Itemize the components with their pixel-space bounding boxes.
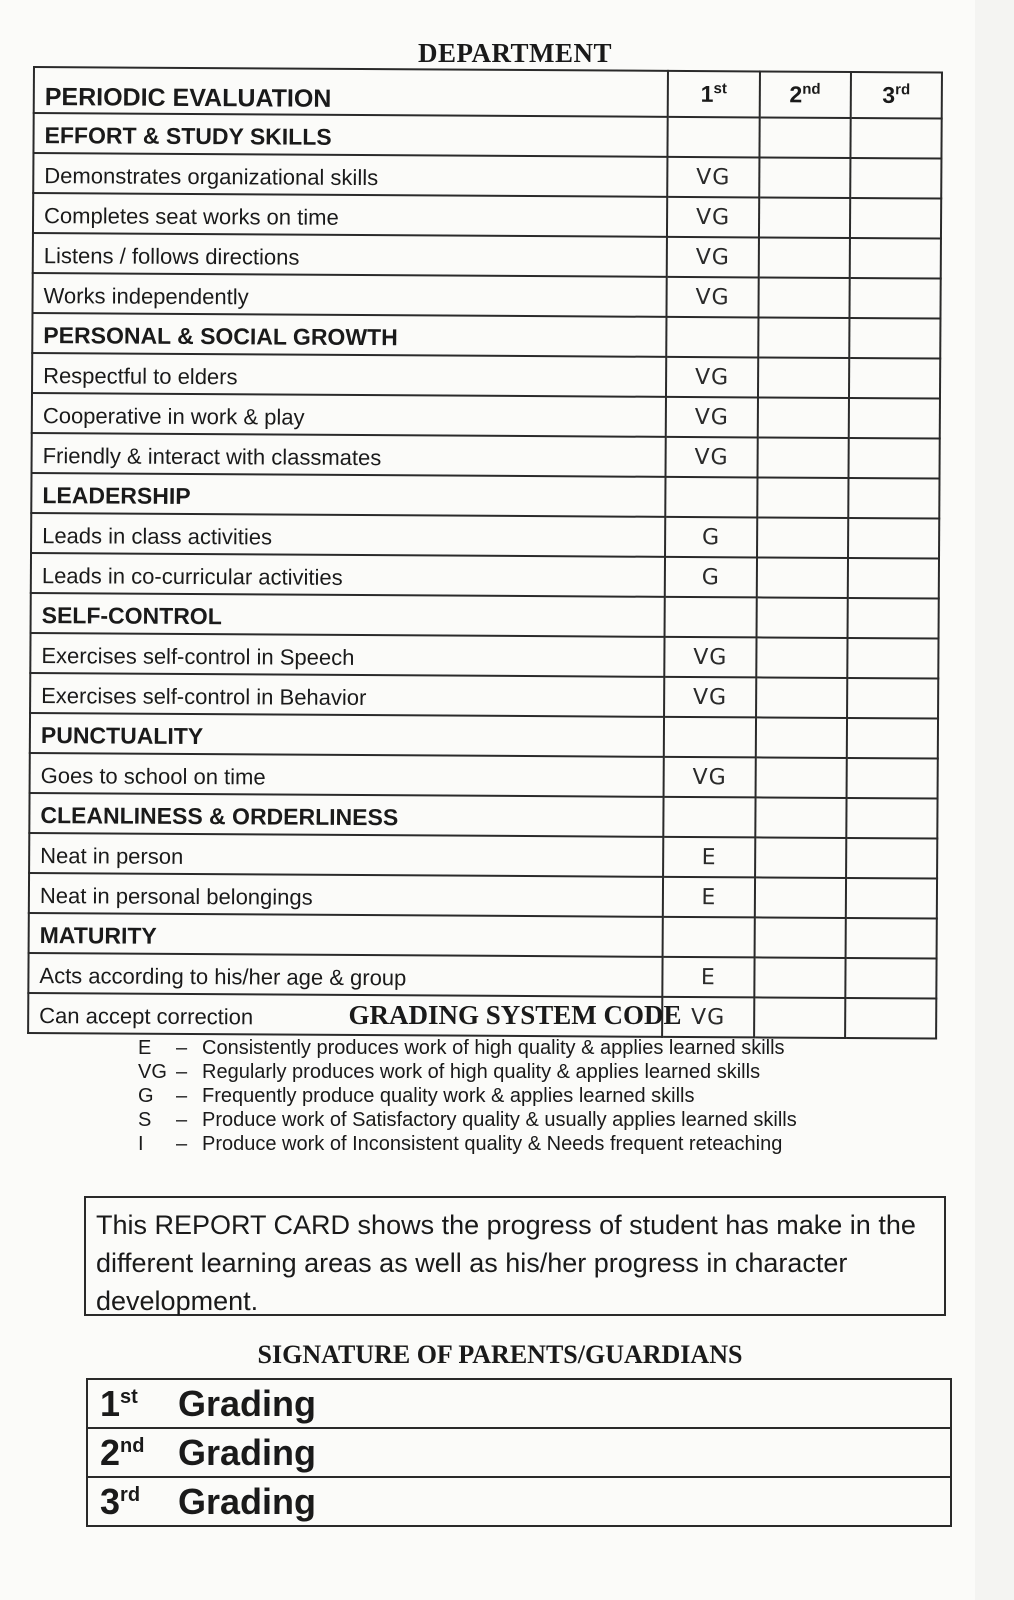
criterion-label: Completes seat works on time xyxy=(33,193,668,237)
criterion-label: Acts according to his/her age & group xyxy=(28,953,663,997)
signature-title: SIGNATURE OF PARENTS/GUARDIANS xyxy=(257,1340,743,1369)
table-row xyxy=(29,873,937,919)
grading-label: Grading xyxy=(178,1382,317,1424)
grading-label: Grading xyxy=(178,1431,317,1473)
table-row xyxy=(31,553,939,599)
grade-cell-period-1 xyxy=(664,797,755,838)
criterion-label: Leads in class activities xyxy=(31,513,666,557)
grade-cell-period-3 xyxy=(846,838,937,879)
grade-cell-period-3 xyxy=(847,678,938,719)
grading-desc: Frequently produce quality work & applies learned skills xyxy=(202,1085,695,1107)
signature-row xyxy=(87,1379,951,1428)
grading-code-row xyxy=(138,1036,858,1060)
grade-cell-period-3 xyxy=(849,238,940,279)
grading-dash: – xyxy=(176,1037,188,1059)
category-row xyxy=(29,913,937,959)
periodic-evaluation-table xyxy=(27,66,943,1040)
criterion-label: Works independently xyxy=(32,273,667,317)
grading-code-row xyxy=(138,1060,858,1084)
table-row xyxy=(32,393,940,439)
grade-cell-period-1 xyxy=(664,717,755,758)
grade-cell-period-1: VG xyxy=(665,637,756,678)
criterion-label: Can accept correction xyxy=(28,993,663,1037)
grading-code-row xyxy=(138,1084,858,1108)
grade-cell-period-1: VG xyxy=(664,677,755,718)
grade-cell-period-3 xyxy=(847,598,938,639)
signature-cell-grading-1[interactable] xyxy=(87,1379,951,1428)
table-row xyxy=(30,753,938,799)
criterion-label: Leads in co-curricular activities xyxy=(31,553,666,597)
grading-number: 1 xyxy=(100,1382,121,1424)
grading-period-number xyxy=(100,1383,178,1425)
grade-cell-period-2 xyxy=(757,517,848,558)
periodic-evaluation-header: PERIODIC EVALUATION xyxy=(34,67,669,117)
column-suffix: st xyxy=(713,80,727,98)
report-card-note: This REPORT CARD shows the progress of student has make in the different learning areas as well as his/her progress in character development. xyxy=(84,1196,946,1316)
grade-cell-period-3 xyxy=(847,638,938,679)
grade-cell-period-2 xyxy=(754,877,845,918)
grade-cell-period-1: VG xyxy=(666,437,757,478)
grade-cell-period-2 xyxy=(756,677,847,718)
table-row xyxy=(32,433,940,479)
grading-dash: – xyxy=(176,1109,188,1131)
grading-dash: – xyxy=(176,1133,188,1155)
grade-cell-period-1 xyxy=(665,597,756,638)
grading-dash: – xyxy=(176,1061,188,1083)
grade-cell-period-1: G xyxy=(665,557,756,598)
grading-period-number xyxy=(100,1481,178,1523)
table-row xyxy=(33,193,941,239)
column-suffix: rd xyxy=(895,81,911,99)
signature-table xyxy=(86,1378,952,1527)
grade-cell-period-3 xyxy=(848,398,939,439)
table-row xyxy=(32,273,940,319)
table-row xyxy=(30,673,938,719)
grade-cell-period-1 xyxy=(668,117,759,158)
grading-code-row xyxy=(138,1132,858,1156)
grade-cell-period-1: VG xyxy=(666,397,757,438)
column-header-1st xyxy=(668,71,759,118)
category-row xyxy=(33,113,941,159)
grade-cell-period-2 xyxy=(759,117,850,158)
criterion-label: Neat in person xyxy=(29,833,664,877)
column-number: 3 xyxy=(882,82,896,109)
grading-desc: Produce work of Satisfactory quality & usually applies learned skills xyxy=(202,1109,797,1131)
grade-cell-period-1: VG xyxy=(667,197,758,238)
column-header-2nd xyxy=(759,71,850,118)
grade-cell-period-2 xyxy=(758,357,849,398)
category-label: EFFORT & STUDY SKILLS xyxy=(33,113,668,157)
grade-cell-period-1 xyxy=(663,917,754,958)
grade-cell-period-3 xyxy=(850,198,941,239)
table-row xyxy=(29,833,937,879)
grade-cell-period-1: E xyxy=(663,837,754,878)
signature-row xyxy=(87,1428,951,1477)
grade-cell-period-2 xyxy=(757,397,848,438)
grade-cell-period-2 xyxy=(756,637,847,678)
table-header-row xyxy=(34,67,942,119)
grading-number: 3 xyxy=(100,1480,121,1522)
grading-code: VG xyxy=(138,1061,167,1083)
grading-suffix: st xyxy=(120,1385,138,1408)
table-row xyxy=(33,153,941,199)
grading-period-number xyxy=(100,1432,178,1474)
category-row xyxy=(32,313,940,359)
grading-desc: Regularly produces work of high quality & applies learned skills xyxy=(202,1061,761,1083)
grade-cell-period-2 xyxy=(755,717,846,758)
grade-cell-period-2 xyxy=(758,317,849,358)
table-row xyxy=(28,953,936,999)
grade-cell-period-3 xyxy=(848,558,939,599)
grading-dash: – xyxy=(176,1085,188,1107)
grade-cell-period-3 xyxy=(849,358,940,399)
grading-code: S xyxy=(138,1109,152,1131)
grading-code: E xyxy=(138,1037,152,1059)
grade-cell-period-1 xyxy=(667,317,758,358)
grade-cell-period-1: E xyxy=(663,957,754,998)
grade-cell-period-3 xyxy=(849,278,940,319)
grading-code: I xyxy=(138,1133,144,1155)
grade-cell-period-2 xyxy=(757,477,848,518)
grade-cell-period-1: VG xyxy=(662,997,753,1038)
grade-cell-period-2 xyxy=(759,157,850,198)
grading-label: Grading xyxy=(178,1480,317,1522)
grading-code: G xyxy=(138,1085,154,1107)
criterion-label: Exercises self-control in Behavior xyxy=(30,673,665,717)
criterion-label: Goes to school on time xyxy=(30,753,665,797)
grade-cell-period-1: VG xyxy=(664,757,755,798)
category-label: MATURITY xyxy=(29,913,664,957)
category-label: LEADERSHIP xyxy=(31,473,666,517)
grading-desc: Consistently produces work of high quality & applies learned skills xyxy=(202,1037,785,1059)
grading-suffix: nd xyxy=(120,1434,145,1457)
grade-cell-period-2 xyxy=(758,277,849,318)
category-label: SELF-CONTROL xyxy=(31,593,666,637)
grade-cell-period-3 xyxy=(848,438,939,479)
criterion-label: Exercises self-control in Speech xyxy=(30,633,665,677)
grade-cell-period-1: VG xyxy=(667,237,758,278)
grade-cell-period-1: VG xyxy=(668,157,759,198)
signature-cell-grading-2[interactable] xyxy=(87,1428,951,1477)
grade-cell-period-3 xyxy=(848,518,939,559)
grade-cell-period-2 xyxy=(755,837,846,878)
category-row xyxy=(30,713,938,759)
column-number: 1 xyxy=(700,80,714,107)
grading-suffix: rd xyxy=(120,1483,141,1506)
grade-cell-period-2 xyxy=(755,757,846,798)
department-title: DEPARTMENT xyxy=(417,38,613,68)
signature-rows xyxy=(87,1379,951,1526)
category-row xyxy=(31,473,939,519)
grade-cell-period-3 xyxy=(845,958,936,999)
table-row xyxy=(31,513,939,559)
grade-cell-period-2 xyxy=(756,597,847,638)
signature-cell-grading-3[interactable] xyxy=(87,1477,951,1526)
grade-cell-period-3 xyxy=(850,158,941,199)
category-row xyxy=(31,593,939,639)
grade-cell-period-3 xyxy=(846,878,937,919)
criterion-label: Neat in personal belongings xyxy=(29,873,664,917)
grade-cell-period-1: VG xyxy=(666,357,757,398)
grade-cell-period-1: E xyxy=(663,877,754,918)
criterion-label: Listens / follows directions xyxy=(33,233,668,277)
column-suffix: nd xyxy=(802,80,821,98)
grade-cell-period-3 xyxy=(850,118,941,159)
grade-cell-period-2 xyxy=(756,557,847,598)
grade-cell-period-3 xyxy=(849,318,940,359)
table-row xyxy=(32,353,940,399)
grade-cell-period-2 xyxy=(754,957,845,998)
category-label: CLEANLINESS & ORDERLINESS xyxy=(29,793,664,837)
category-label: PERSONAL & SOCIAL GROWTH xyxy=(32,313,667,357)
grade-cell-period-1 xyxy=(666,477,757,518)
table-row xyxy=(30,633,938,679)
criterion-label: Friendly & interact with classmates xyxy=(32,433,667,477)
grade-cell-period-1: VG xyxy=(667,277,758,318)
grade-cell-period-2 xyxy=(757,437,848,478)
criterion-label: Cooperative in work & play xyxy=(32,393,667,437)
column-number: 2 xyxy=(789,81,803,108)
category-label: PUNCTUALITY xyxy=(30,713,665,757)
grade-cell-period-2 xyxy=(758,237,849,278)
grade-cell-period-2 xyxy=(759,197,850,238)
grade-cell-period-3 xyxy=(847,718,938,759)
evaluation-rows xyxy=(28,113,942,1039)
grade-cell-period-3 xyxy=(845,918,936,959)
grading-code-row xyxy=(138,1108,858,1132)
grading-desc: Produce work of Inconsistent quality & Needs frequent reteaching xyxy=(202,1133,783,1155)
grade-cell-period-2 xyxy=(754,917,845,958)
criterion-label: Respectful to elders xyxy=(32,353,667,397)
grade-cell-period-1: G xyxy=(665,517,756,558)
criterion-label: Demonstrates organizational skills xyxy=(33,153,668,197)
grade-cell-period-2 xyxy=(755,797,846,838)
column-header-3rd xyxy=(850,72,942,119)
grading-code-legend xyxy=(138,1036,858,1156)
grade-cell-period-3 xyxy=(848,478,939,519)
category-row xyxy=(29,793,937,839)
grading-number: 2 xyxy=(100,1431,121,1473)
grade-cell-period-3 xyxy=(846,798,937,839)
grading-system-title: GRADING SYSTEM CODE xyxy=(348,1000,682,1030)
table-row xyxy=(33,233,941,279)
grade-cell-period-3 xyxy=(846,758,937,799)
signature-row xyxy=(87,1477,951,1526)
